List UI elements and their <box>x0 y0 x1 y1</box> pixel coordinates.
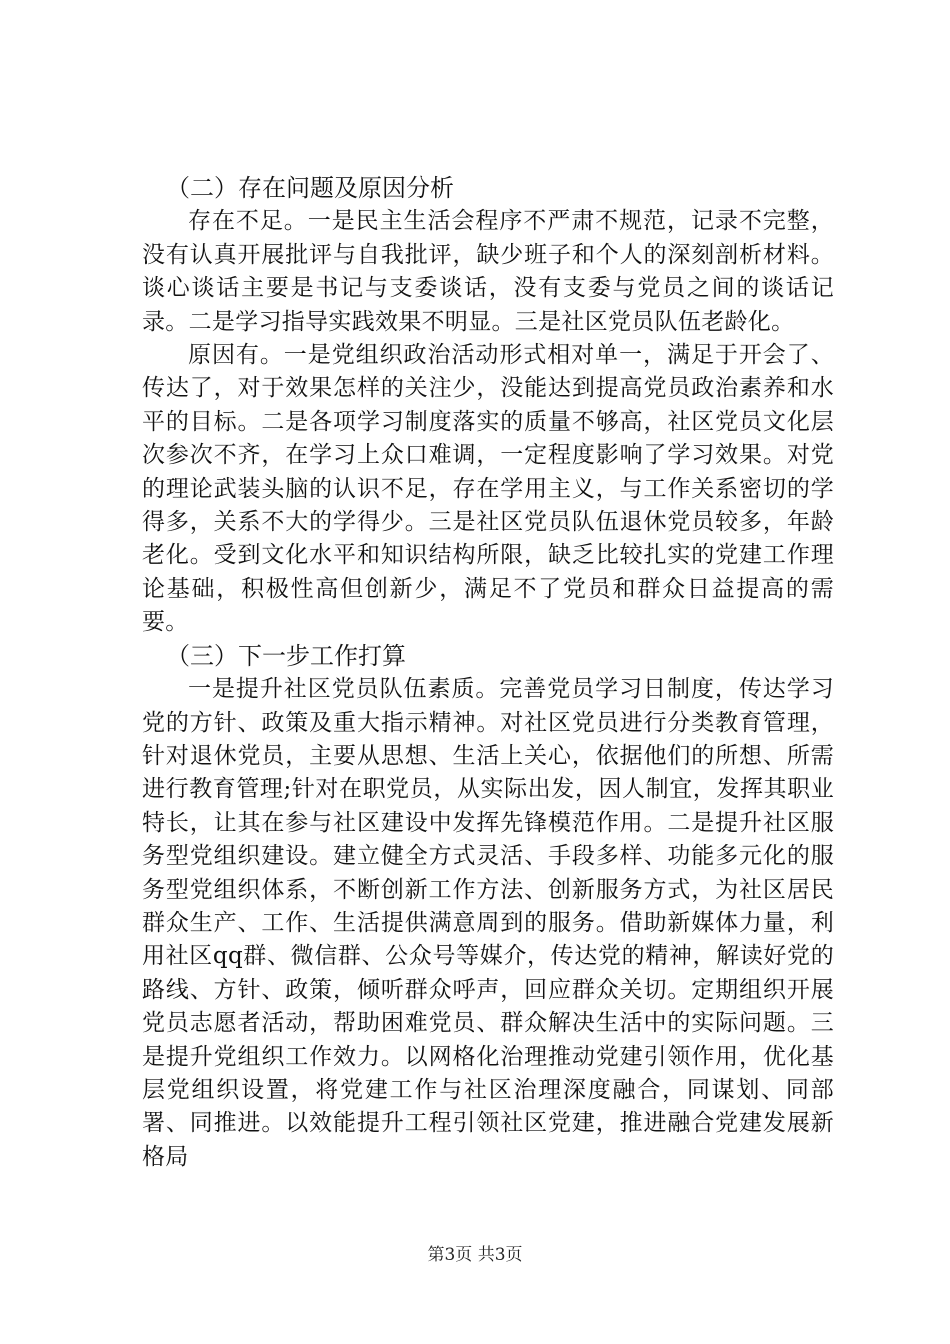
paragraph-shortcomings: 存在不足。一是民主生活会程序不严肃不规范，记录不完整，没有认真开展批评与自我批评，缺少班子和个人的深刻剖析材料。谈心谈话主要是书记与支委谈话，没有支委与党员之间的谈话记录。二是学习指导实践效果不明显。三是社区党员队伍老龄化。 <box>142 208 834 335</box>
paragraph-next-steps: 一是提升社区党员队伍素质。完善党员学习日制度，传达学习党的方针、政策及重大指示精神。对社区党员进行分类教育管理，针对退休党员，主要从思想、生活上关心，依据他们的所想、所需进行教育管理;针对在职党员，从实际出发，因人制宜，发挥其职业特长，让其在参与社区建设中发挥先锋模范作用。二是提升社区服务型党组织建设。建立健全方式灵活、手段多样、功能多元化的服务型党组织体系，不断创新工作方法、创新服务方式，为社区居民群众生产、工作、生活提供满意周到的服务。借助新媒体力量，利用社区qq群、微信群、公众号等媒介，传达党的精神，解读好党的路线、方针、政策，倾听群众呼声，回应群众关切。定期组织开展党员志愿者活动，帮助困难党员、群众解决生活中的实际问题。三是提升党组织工作效力。以网格化治理推动党建引领作用，优化基层党组织设置，将党建工作与社区治理深度融合，同谋划、同部署、同推进。以效能提升工程引领社区党建，推进融合党建发展新格局 <box>142 676 834 1170</box>
section-heading-problems: （二）存在问题及原因分析 <box>166 174 454 202</box>
page-number-footer: 第3页 共3页 <box>427 1245 523 1265</box>
document-body <box>142 172 834 1174</box>
paragraph-causes: 原因有。一是党组织政治活动形式相对单一，满足于开会了、传达了，对于效果怎样的关注少，没能达到提高党员政治素养和水平的目标。二是各项学习制度落实的质量不够高，社区党员文化层次参次不齐，在学习上众口难调，一定程度影响了学习效果。对党的理论武装头脑的认识不足，存在学用主义，与工作关系密切的学得多，关系不大的学得少。三是社区党员队伍退休党员较多，年龄老化。受到文化水平和知识结构所限，缺乏比较扎实的党建工作理论基础，积极性高但创新少，满足不了党员和群众日益提高的需要。 <box>142 342 834 636</box>
section-heading-next-steps: （三）下一步工作打算 <box>166 641 406 670</box>
